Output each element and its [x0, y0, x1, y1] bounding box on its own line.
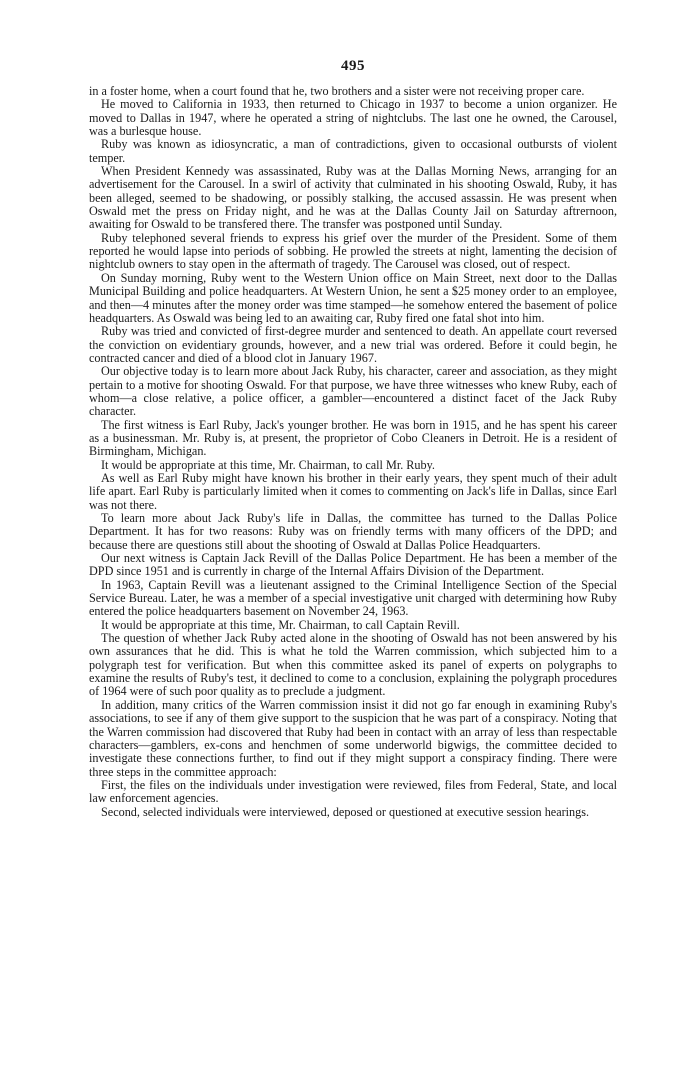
paragraph-18: First, the files on the individuals under investigation were reviewed, files from Federal, State, and local law enforcement agencies.: [89, 777, 617, 806]
paragraph-2: He moved to California in 1933, then returned to Chicago in 1937 to become a union organizer. He moved to Dallas in 1947, where he operated a string of nightclubs. The last one he owned, the Carousel, was a burlesque house.: [89, 97, 617, 139]
paragraph-7: Ruby was tried and convicted of first-degree murder and sentenced to death. An appellate court reversed the conviction on evidentiary grounds, however, and a new trial was ordered. Before it could begin, he contracted cancer and died of a blood clot in January 1967.: [89, 324, 617, 365]
paragraph-13: Our next witness is Captain Jack Revill of the Dallas Police Department. He has been a member of the DPD since 1951 and is currently in charge of the Internal Affairs Division of the Department.: [89, 551, 617, 579]
paragraph-12: To learn more about Jack Ruby's life in Dallas, the committee has turned to the Dallas Police Department. It has for two reasons: Ruby was on friendly terms with many officers of the DPD; and because there are questions still about the shooting of Oswald at Dallas Police Headquarters.: [89, 511, 617, 552]
paragraph-9: The first witness is Earl Ruby, Jack's younger brother. He was born in 1915, and he has spent his career as a businessman. Mr. Ruby is, at present, the proprietor of Cobo Cleaners in Detroit. He is a resident of Birmingham, Michigan.: [89, 417, 617, 459]
paragraph-10: It would be appropriate at this time, Mr. Chairman, to call Mr. Ruby.: [101, 457, 435, 472]
paragraph-14: In 1963, Captain Revill was a lieutenant assigned to the Criminal Intelligence Section of the Special Service Bureau. Later, he was a member of a special investigative unit charged with determining how Ruby entered the police headquarters basement on November 24, 1963.: [89, 577, 617, 619]
paragraph-8: Our objective today is to learn more about Jack Ruby, his character, career and association, as they might pertain to a motive for shooting Oswald. For that purpose, we have three witnesses who knew Ruby, each of whom—a close relative, a police officer, a gambler—encountered a distinct facet of the Jack Ruby character.: [89, 364, 617, 419]
document-page: [89, 58, 617, 819]
paragraph-15: It would be appropriate at this time, Mr. Chairman, to call Captain Revill.: [101, 617, 460, 632]
paragraph-4: When President Kennedy was assassinated, Ruby was at the Dallas Morning News, arranging for an advertisement for the Carousel. In a swirl of activity that culminated in his shooting Oswald, Ruby, it has been alleged, seemed to be shadowing, or possibly stalking, the accused assassin. He was present when Oswald met the press on Friday night, and he was at the Dallas County Jail on Saturday aftrernoon, awaiting for Oswald to be transfered there. The transfer was postponed until Sunday.: [89, 164, 617, 232]
paragraph-1: in a foster home, when a court found that he, two brothers and a sister were not receiving proper care.: [89, 84, 585, 98]
paragraph-6: On Sunday morning, Ruby went to the Western Union office on Main Street, next door to the Dallas Municipal Building and police headquarters. At Western Union, he sent a $25 money order to an employee, and then—4 minutes after the money order was time stamped—he somehow entered the basement of police headquarters. As Oswald was being led to an awaiting car, Ruby fired one fatal shot into him.: [89, 270, 617, 325]
paragraph-11: As well as Earl Ruby might have known his brother in their early years, they spent much of their adult life apart. Earl Ruby is particularly limited when it comes to commenting on Jack's life in Dallas, since Earl was not there.: [89, 470, 617, 512]
paragraph-17: In addition, many critics of the Warren commission insist it did not go far enough in examining Ruby's associations, to see if any of them give support to the suspicion that he was part of a conspiracy. Noting that the Warren commission had discovered that Ruby had been in contact with an array of less than respectable characters—gamblers, ex-cons and henchmen of some underworld bigwigs, the committee decided to investigate these connections further, to find out if they might support a conspiracy finding. There were three steps in the committee approach:: [89, 697, 617, 779]
paragraph-16: The question of whether Jack Ruby acted alone in the shooting of Oswald has not been answered by his own assurances that he did. This is what he told the Warren commission, which subjected him to a polygraph test for verification. But when this committee asked its panel of experts on polygraphs to examine the results of Ruby's test, it declined to come to a conclusion, explaining the polygraph procedures of 1964 were of such poor quality as to preclude a judgment.: [89, 631, 617, 699]
page-number: 495: [341, 58, 365, 74]
paragraph-3: Ruby was known as idiosyncratic, a man of contradictions, given to occasional outbursts of violent temper.: [89, 137, 617, 165]
paragraph-19: Second, selected individuals were interviewed, deposed or questioned at executive session hearings.: [101, 804, 590, 819]
paragraph-5: Ruby telephoned several friends to express his grief over the murder of the President. Some of them reported he would lapse into periods of sobbing. He prowled the streets at night, lamenting the decision of nightclub owners to stay open in the aftermath of tragedy. The Carousel was closed, out of respect.: [89, 230, 617, 272]
